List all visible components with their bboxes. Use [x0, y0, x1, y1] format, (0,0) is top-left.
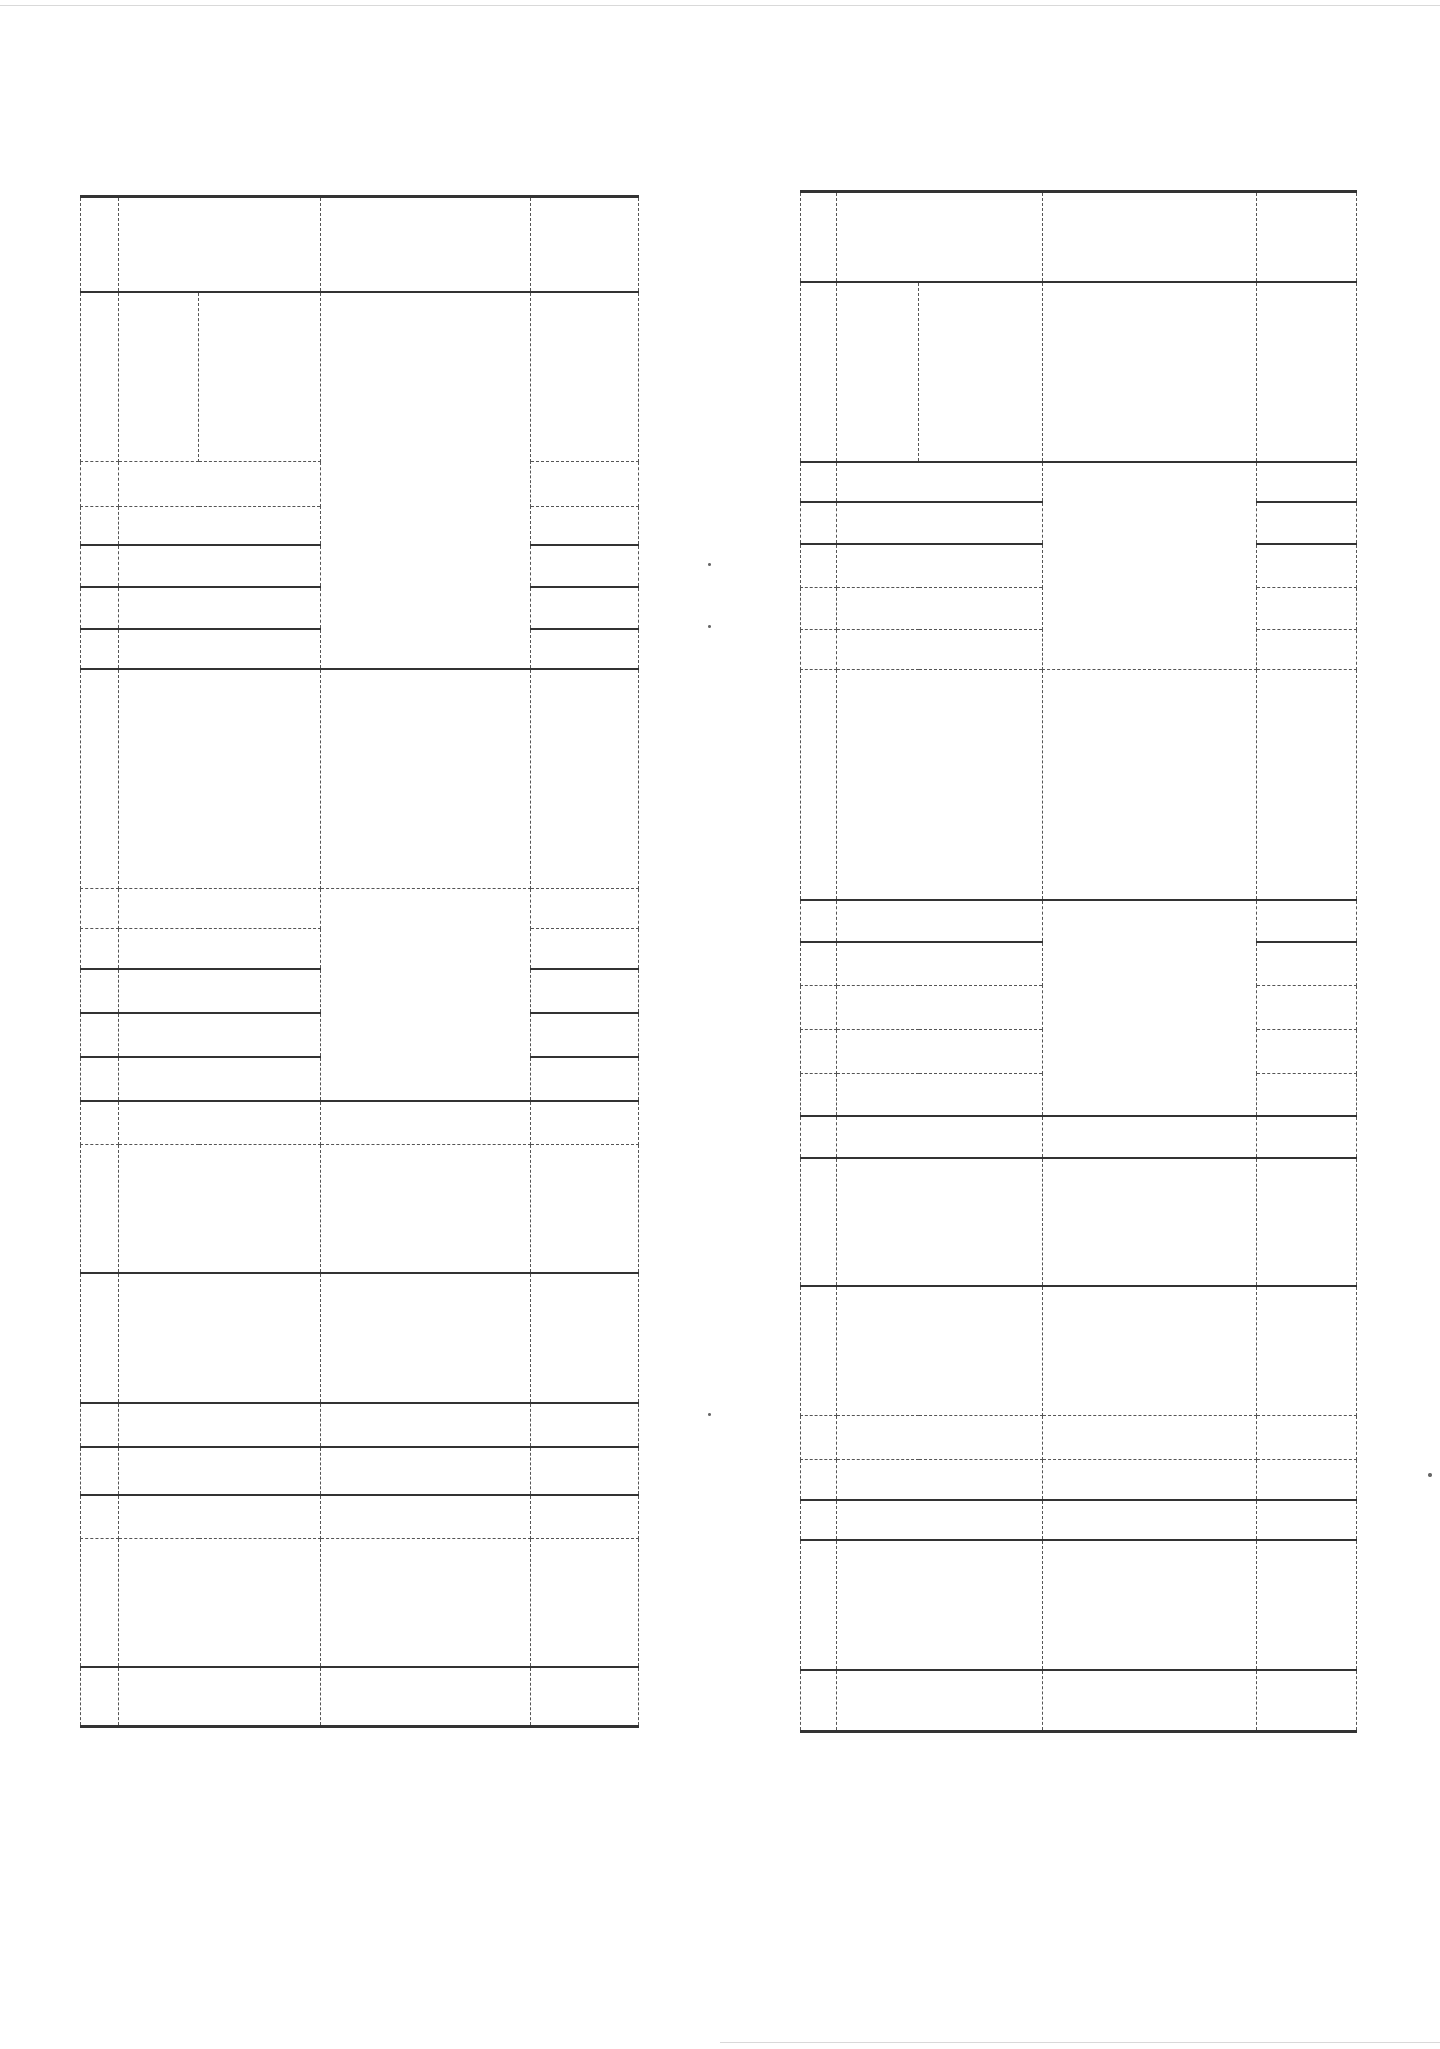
row-seq	[801, 1074, 837, 1116]
row-name	[119, 1495, 321, 1539]
row-value	[531, 1495, 639, 1539]
left-register-table	[80, 195, 638, 1728]
row-name	[837, 282, 919, 462]
row-seq	[81, 669, 119, 889]
row-name	[837, 462, 1043, 502]
row-seq	[81, 507, 119, 545]
row-name	[837, 900, 1043, 942]
row-value	[1257, 1416, 1357, 1460]
header-note	[1043, 192, 1257, 282]
row-seq	[81, 1667, 119, 1727]
row-value	[1257, 900, 1357, 942]
row-name	[837, 1116, 1043, 1158]
row-name	[837, 1540, 1043, 1670]
header-note	[321, 197, 531, 292]
row-name	[119, 629, 321, 669]
row-seq	[801, 986, 837, 1030]
row-value	[1257, 1158, 1357, 1286]
table-row	[81, 1273, 639, 1403]
row-note	[1043, 900, 1257, 1116]
row-value	[1257, 630, 1357, 670]
row-seq	[801, 1286, 837, 1416]
table-row	[801, 462, 1357, 502]
row-name	[837, 986, 1043, 1030]
row-value	[531, 1013, 639, 1057]
row-note	[321, 1447, 531, 1495]
row-seq	[801, 1540, 837, 1670]
row-note	[1043, 670, 1257, 900]
row-note	[1043, 1416, 1257, 1460]
row-value	[1257, 1460, 1357, 1500]
row-value	[531, 889, 639, 929]
row-value	[531, 929, 639, 969]
row-seq	[81, 587, 119, 629]
header-name	[837, 192, 1043, 282]
row-note	[1043, 1116, 1257, 1158]
table-header-row	[801, 192, 1357, 282]
row-name	[119, 929, 321, 969]
row-name	[119, 507, 321, 545]
row-value	[1257, 1074, 1357, 1116]
row-value	[1257, 1670, 1357, 1732]
row-value	[1257, 1540, 1357, 1670]
row-value	[1257, 588, 1357, 630]
row-note	[1043, 462, 1257, 670]
row-note	[1043, 1670, 1257, 1732]
table-row	[801, 670, 1357, 900]
row-subname	[919, 282, 1043, 462]
row-value	[1257, 1030, 1357, 1074]
table-row	[81, 1101, 639, 1145]
table-row	[801, 282, 1357, 462]
row-seq	[81, 462, 119, 507]
row-seq	[81, 969, 119, 1013]
row-name	[837, 942, 1043, 986]
row-name	[837, 502, 1043, 544]
row-seq	[81, 545, 119, 587]
row-value	[531, 1057, 639, 1101]
row-name	[837, 1460, 1043, 1500]
row-note	[321, 292, 531, 669]
row-name	[837, 630, 1043, 670]
row-name	[119, 1057, 321, 1101]
row-note	[1043, 1286, 1257, 1416]
right-table	[800, 190, 1357, 1733]
row-seq	[801, 462, 837, 502]
header-value	[531, 197, 639, 292]
row-name	[119, 1101, 321, 1145]
row-seq	[801, 1116, 837, 1158]
row-name	[119, 1667, 321, 1727]
row-name	[119, 1013, 321, 1057]
row-value	[531, 462, 639, 507]
row-note	[1043, 1460, 1257, 1500]
header-seq	[801, 192, 837, 282]
row-name	[837, 1500, 1043, 1540]
row-value	[1257, 670, 1357, 900]
row-note	[321, 1101, 531, 1145]
table-row	[801, 1540, 1357, 1670]
row-value	[1257, 1500, 1357, 1540]
row-seq	[81, 1539, 119, 1667]
table-row	[801, 1416, 1357, 1460]
row-note	[321, 1495, 531, 1539]
table-header-row	[81, 197, 639, 292]
row-note	[1043, 282, 1257, 462]
row-seq	[81, 889, 119, 929]
row-name	[119, 669, 321, 889]
row-seq	[81, 1447, 119, 1495]
row-note	[321, 669, 531, 889]
row-seq	[801, 1460, 837, 1500]
row-seq	[81, 1057, 119, 1101]
row-value	[1257, 462, 1357, 502]
row-name	[119, 587, 321, 629]
row-value	[531, 969, 639, 1013]
row-seq	[801, 900, 837, 942]
table-row	[81, 669, 639, 889]
row-value	[531, 1447, 639, 1495]
header-value	[1257, 192, 1357, 282]
row-value	[531, 1273, 639, 1403]
row-name	[837, 1074, 1043, 1116]
row-name	[837, 1158, 1043, 1286]
row-name	[837, 588, 1043, 630]
right-page-number	[1058, 1843, 1098, 1863]
row-value	[1257, 1116, 1357, 1158]
row-note	[321, 1273, 531, 1403]
row-note	[1043, 1158, 1257, 1286]
row-seq	[81, 629, 119, 669]
row-seq	[801, 502, 837, 544]
row-value	[531, 1539, 639, 1667]
row-value	[531, 629, 639, 669]
row-seq	[81, 1495, 119, 1539]
scan-edge-bottom	[720, 2042, 1440, 2043]
row-value	[1257, 282, 1357, 462]
row-name	[119, 1447, 321, 1495]
row-seq	[81, 1145, 119, 1273]
row-seq	[801, 588, 837, 630]
row-value	[531, 669, 639, 889]
row-seq	[801, 1416, 837, 1460]
scan-edge-top	[0, 5, 1440, 6]
row-name	[119, 889, 321, 929]
row-seq	[81, 1101, 119, 1145]
table-row	[801, 1158, 1357, 1286]
scan-speck	[708, 1413, 711, 1416]
row-note	[321, 889, 531, 1101]
table-row	[801, 1670, 1357, 1732]
row-note	[321, 1539, 531, 1667]
left-page-number	[340, 1843, 380, 1863]
row-name	[119, 969, 321, 1013]
row-name	[119, 1145, 321, 1273]
right-register-table	[800, 190, 1356, 1733]
row-seq	[801, 1030, 837, 1074]
scan-speck	[708, 563, 711, 566]
row-seq	[81, 1403, 119, 1447]
row-value	[1257, 544, 1357, 588]
row-value	[531, 1667, 639, 1727]
row-value	[1257, 502, 1357, 544]
row-note	[321, 1145, 531, 1273]
row-name	[837, 670, 1043, 900]
table-row	[81, 1447, 639, 1495]
table-row	[801, 1116, 1357, 1158]
scan-speck	[708, 625, 711, 628]
row-name	[119, 292, 199, 462]
row-name	[119, 1273, 321, 1403]
row-value	[1257, 942, 1357, 986]
table-row	[81, 1539, 639, 1667]
row-seq	[801, 544, 837, 588]
row-name	[119, 1403, 321, 1447]
table-row	[81, 1403, 639, 1447]
row-value	[1257, 986, 1357, 1030]
row-name	[837, 1670, 1043, 1732]
table-row	[801, 1500, 1357, 1540]
row-seq	[801, 630, 837, 670]
row-name	[119, 462, 321, 507]
table-row	[81, 292, 639, 462]
row-seq	[801, 942, 837, 986]
row-seq	[801, 1670, 837, 1732]
row-value	[531, 1101, 639, 1145]
table-row	[81, 1667, 639, 1727]
row-seq	[801, 1158, 837, 1286]
row-name	[837, 544, 1043, 588]
table-row	[81, 1495, 639, 1539]
row-seq	[801, 282, 837, 462]
row-value	[531, 292, 639, 462]
row-name	[837, 1416, 1043, 1460]
row-seq	[801, 1500, 837, 1540]
row-value	[1257, 1286, 1357, 1416]
row-note	[1043, 1500, 1257, 1540]
header-seq	[81, 197, 119, 292]
row-seq	[81, 292, 119, 462]
row-seq	[801, 670, 837, 900]
table-row	[801, 1286, 1357, 1416]
row-value	[531, 545, 639, 587]
table-row	[801, 1460, 1357, 1500]
row-seq	[81, 1013, 119, 1057]
row-value	[531, 507, 639, 545]
row-seq	[81, 929, 119, 969]
row-note	[321, 1403, 531, 1447]
row-seq	[81, 1273, 119, 1403]
table-row	[81, 1145, 639, 1273]
left-table	[80, 195, 639, 1728]
row-subname	[199, 292, 321, 462]
row-note	[321, 1667, 531, 1727]
row-value	[531, 1403, 639, 1447]
row-note	[1043, 1540, 1257, 1670]
table-row	[801, 900, 1357, 942]
row-name	[119, 545, 321, 587]
row-name	[119, 1539, 321, 1667]
row-value	[531, 587, 639, 629]
row-name	[837, 1286, 1043, 1416]
table-row	[81, 889, 639, 929]
header-name	[119, 197, 321, 292]
row-name	[837, 1030, 1043, 1074]
row-value	[531, 1145, 639, 1273]
scan-speck	[1428, 1473, 1432, 1477]
